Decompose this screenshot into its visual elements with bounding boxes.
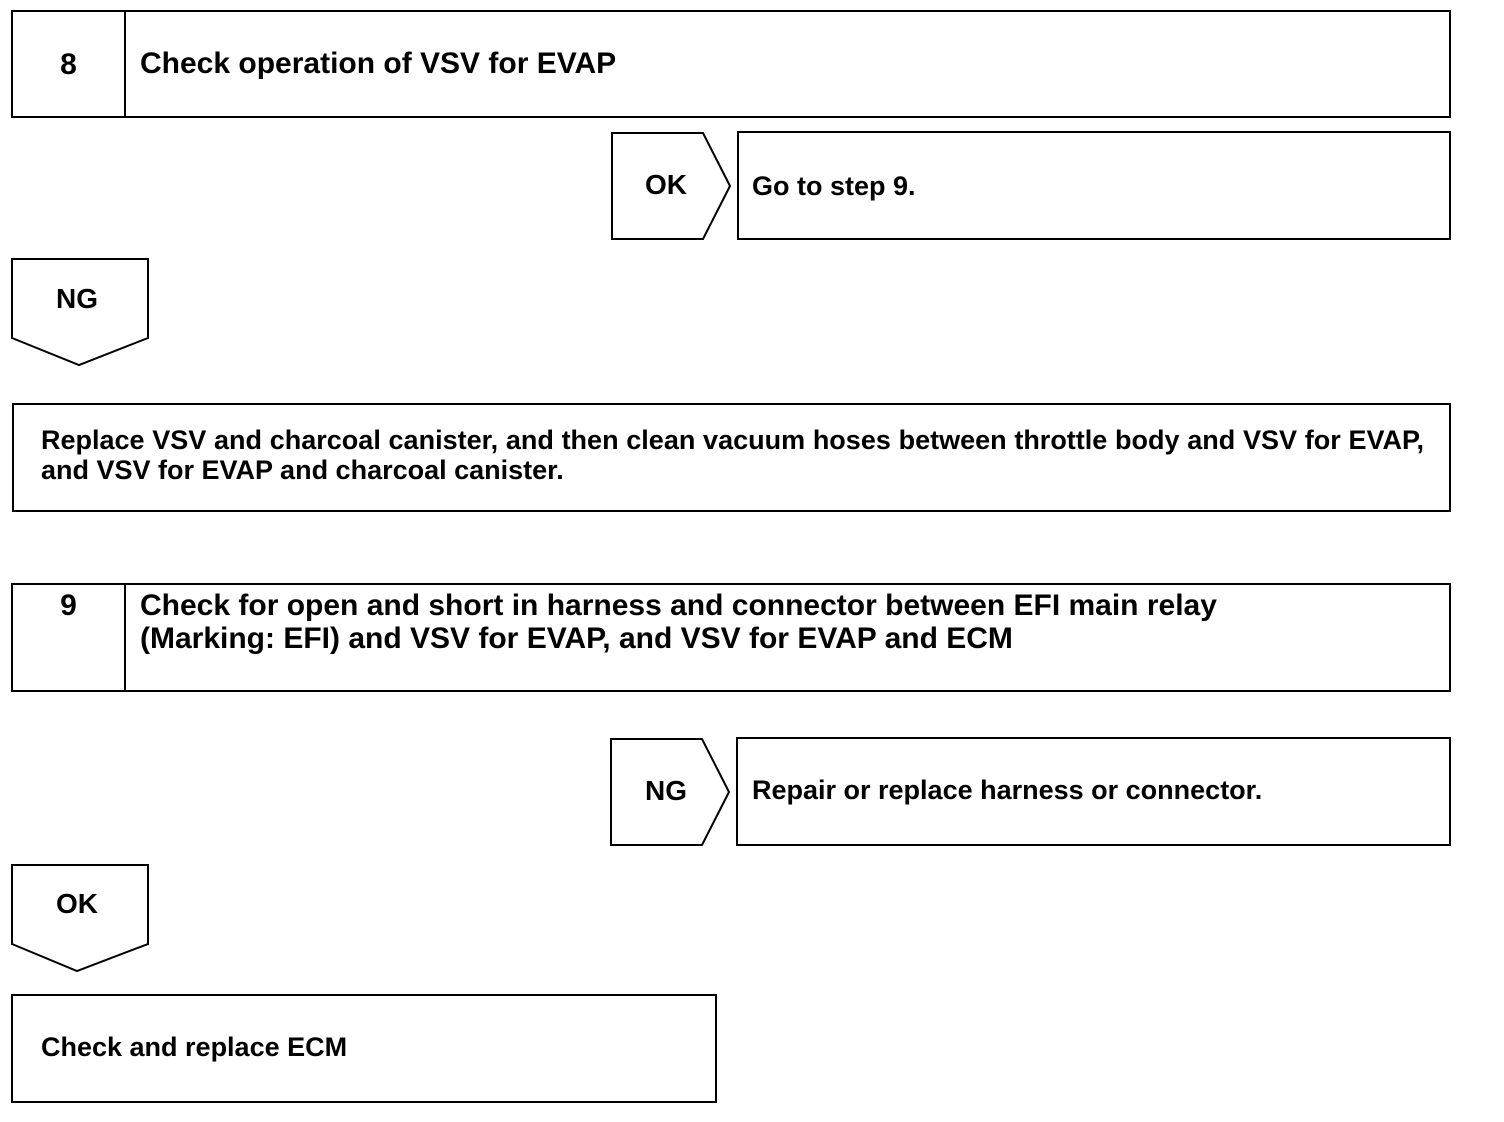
step-9-number: 9 [13, 585, 126, 690]
step-9-title-line-2: (Marking: EFI) and VSV for EVAP, and VSV for EVAP and ECM [140, 622, 1013, 655]
step-8-title: Check operation of VSV for EVAP [140, 47, 617, 80]
step-8-ok-result-text: Go to step 9. [752, 171, 916, 201]
step-8-number: 8 [13, 12, 126, 116]
step-9-box [11, 583, 1451, 692]
step-8-ng-result-text: Replace VSV and charcoal canister, and then clean vacuum hoses between throttle body and VSV for EVAP, and VSV for EVAP and charcoal canister. [41, 425, 1424, 485]
step-9-ok-label: OK [56, 888, 98, 919]
step-8-ng-label: NG [56, 283, 98, 314]
step-8-ok-label: OK [645, 169, 687, 200]
step-9-title-line-1: Check for open and short in harness and connector between EFI main relay [140, 589, 1217, 622]
step-9-ng-result-text: Repair or replace harness or connector. [752, 775, 1263, 805]
step-9-ng-label: NG [645, 775, 687, 806]
step-9-ok-result-text: Check and replace ECM [41, 1032, 348, 1062]
step-8-box [11, 10, 1451, 118]
